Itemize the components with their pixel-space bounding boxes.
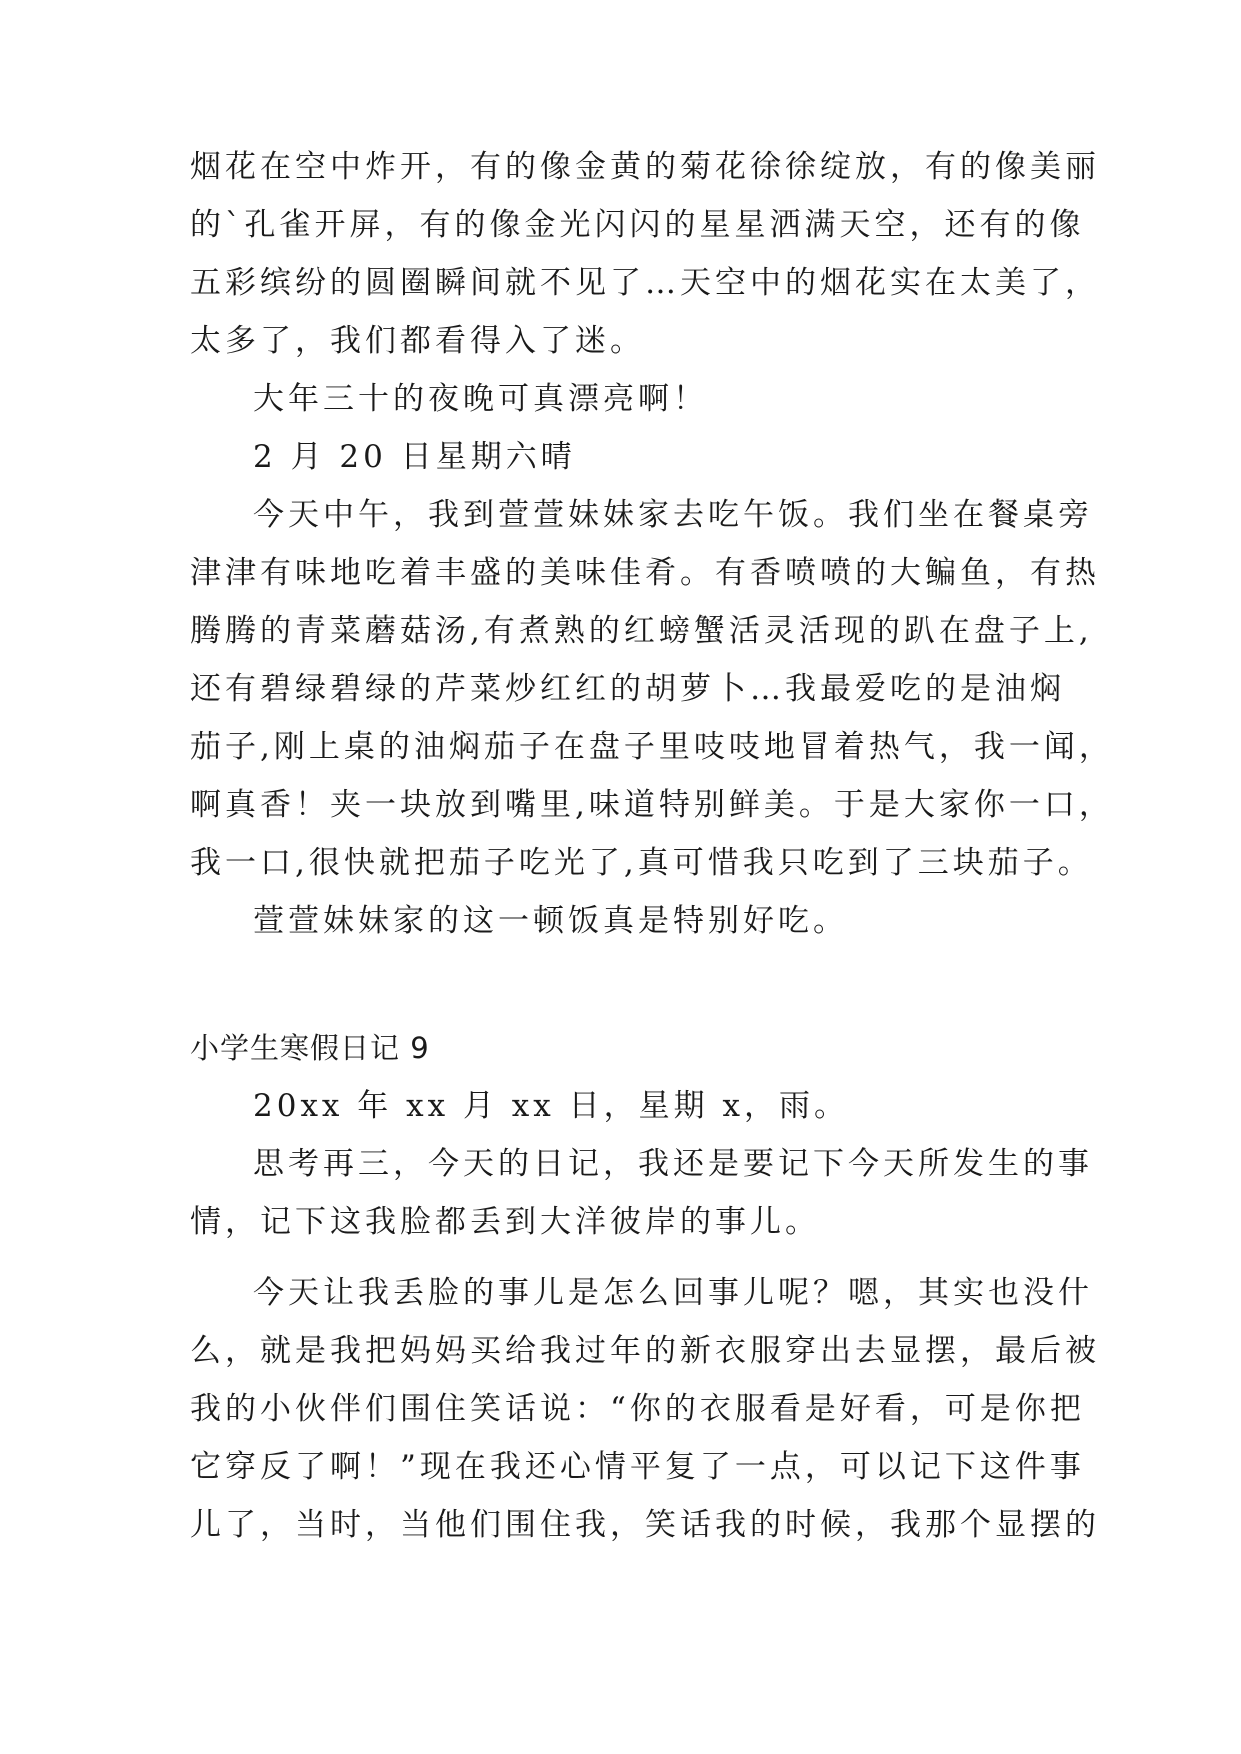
paragraph-line: 的`孔雀开屏，有的像金光闪闪的星星洒满天空，还有的像 <box>190 207 1085 243</box>
date-line: 2 月 20 日星期六晴 <box>253 439 576 475</box>
paragraph-line: 么，就是我把妈妈买给我过年的新衣服穿出去显摆，最后被 <box>190 1333 1100 1369</box>
paragraph-line: 儿了，当时，当他们围住我，笑话我的时候，我那个显摆的 <box>190 1507 1100 1543</box>
paragraph-line: 我的小伙伴们围住笑话说：“你的衣服看是好看，可是你把 <box>190 1391 1085 1427</box>
paragraph-line: 思考再三，今天的日记，我还是要记下今天所发生的事 <box>253 1146 1093 1182</box>
paragraph-line: 大年三十的夜晚可真漂亮啊！ <box>253 381 708 417</box>
paragraph-line: 茄子,刚上桌的油焖茄子在盘子里吱吱地冒着热气，我一闻， <box>190 729 1114 765</box>
paragraph-line: 今天中午，我到萱萱妹妹家去吃午饭。我们坐在餐桌旁 <box>253 497 1093 533</box>
paragraph-line: 它穿反了啊！”现在我还心情平复了一点，可以记下这件事 <box>190 1449 1085 1485</box>
paragraph-line: 啊真香！夹一块放到嘴里,味道特别鲜美。于是大家你一口， <box>190 787 1114 823</box>
paragraph-line: 太多了，我们都看得入了迷。 <box>190 323 645 359</box>
paragraph-line: 津津有味地吃着丰盛的美味佳肴。有香喷喷的大鳊鱼，有热 <box>190 555 1100 591</box>
paragraph-line: 我一口,很快就把茄子吃光了,真可惜我只吃到了三块茄子。 <box>190 845 1093 881</box>
paragraph-line: 烟花在空中炸开，有的像金黄的菊花徐徐绽放，有的像美丽 <box>190 149 1100 185</box>
paragraph-line: 今天让我丢脸的事儿是怎么回事儿呢？嗯，其实也没什 <box>253 1275 1093 1311</box>
date-line: 20xx 年 xx 月 xx 日，星期 x，雨。 <box>253 1088 849 1124</box>
paragraph-line: 腾腾的青菜蘑菇汤,有煮熟的红螃蟹活灵活现的趴在盘子上, <box>190 613 1093 649</box>
paragraph-line: 情，记下这我脸都丢到大洋彼岸的事儿。 <box>190 1204 820 1240</box>
section-title: 小学生寒假日记 9 <box>190 1031 430 1065</box>
paragraph-line: 还有碧绿碧绿的芹菜炒红红的胡萝卜…我最爱吃的是油焖 <box>190 671 1065 707</box>
paragraph-line: 五彩缤纷的圆圈瞬间就不见了…天空中的烟花实在太美了， <box>190 265 1100 301</box>
paragraph-line: 萱萱妹妹家的这一顿饭真是特别好吃。 <box>253 903 848 939</box>
